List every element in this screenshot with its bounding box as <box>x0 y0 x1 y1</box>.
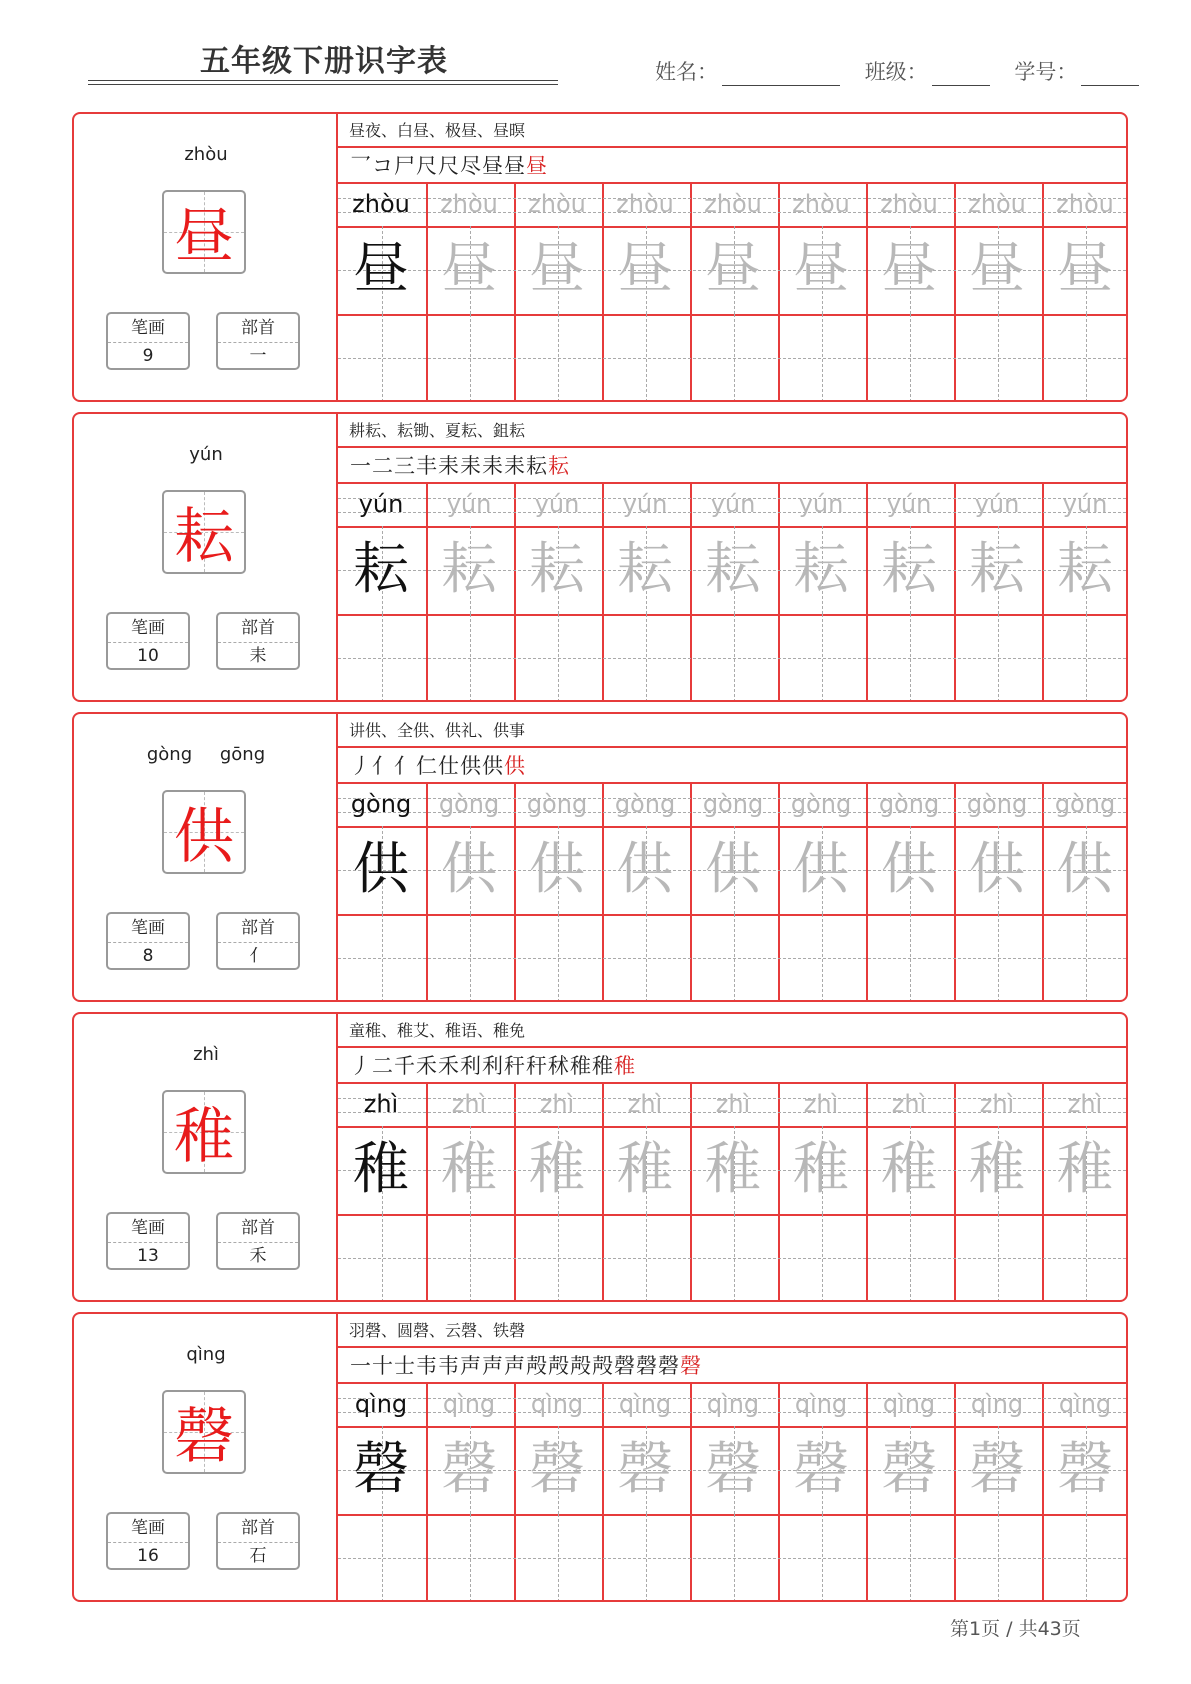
trace-character[interactable]: 耘 <box>441 537 497 602</box>
main-character: 耘 <box>174 502 234 572</box>
trace-pinyin[interactable]: qìng <box>442 1390 496 1418</box>
trace-pinyin[interactable]: qìng <box>970 1390 1024 1418</box>
stroke-step: 稚 <box>592 1054 614 1078</box>
blank-writing-cell[interactable] <box>602 314 690 402</box>
stroke-step: 耒 <box>482 454 504 478</box>
stroke-step: 尽 <box>460 154 482 178</box>
example-words: 讲供、全供、供礼、供事 <box>338 714 1126 748</box>
blank-writing-cell[interactable] <box>690 314 778 402</box>
blank-writing-cell[interactable] <box>338 1514 426 1602</box>
radical-box <box>216 912 300 970</box>
trace-pinyin[interactable]: gòng <box>1054 790 1116 818</box>
stroke-step: 尺 <box>438 154 460 178</box>
practice-panel <box>338 1314 1126 1600</box>
trace-pinyin[interactable]: zhì <box>627 1090 663 1118</box>
stroke-step: 亻 <box>372 754 394 778</box>
trace-character[interactable]: 耘 <box>617 537 673 602</box>
blank-writing-cell[interactable] <box>690 914 778 1002</box>
trace-pinyin[interactable]: yún <box>798 490 844 518</box>
trace-character[interactable]: 供 <box>1057 837 1113 902</box>
stroke-step: 耘 <box>548 454 570 478</box>
radical-value: 耒 <box>249 646 267 666</box>
blank-writing-cell[interactable] <box>1042 914 1128 1002</box>
grid-row-line <box>338 226 1126 228</box>
character-box <box>162 1090 246 1174</box>
class-field[interactable] <box>865 56 990 86</box>
trace-pinyin[interactable]: zhì <box>451 1090 487 1118</box>
stroke-step: 殸 <box>592 1354 614 1378</box>
title-underline <box>88 80 558 81</box>
stroke-order <box>338 1348 1126 1384</box>
stroke-step: 二 <box>372 1054 394 1078</box>
radical-label: 部首 <box>218 614 298 643</box>
blank-writing-cell[interactable] <box>514 914 602 1002</box>
trace-pinyin[interactable]: zhòu <box>968 190 1026 218</box>
blank-writing-cell[interactable] <box>602 1214 690 1302</box>
stroke-step: 磬 <box>636 1354 658 1378</box>
trace-pinyin[interactable]: yún <box>974 490 1020 518</box>
trace-pinyin[interactable]: zhòu <box>704 190 762 218</box>
stroke-step: 耒 <box>438 454 460 478</box>
name-field[interactable] <box>655 56 840 86</box>
stroke-step: 士 <box>394 1354 416 1378</box>
blank-writing-cell[interactable] <box>338 314 426 402</box>
stroke-step: 殸 <box>526 1354 548 1378</box>
stroke-order <box>338 148 1126 184</box>
character-info-panel <box>74 114 338 400</box>
blank-writing-cell[interactable] <box>1042 314 1128 402</box>
writing-grid <box>338 1084 1126 1300</box>
practice-panel <box>338 414 1126 700</box>
stroke-step: 禾 <box>438 1054 460 1078</box>
trace-pinyin[interactable]: yún <box>446 490 492 518</box>
number-field[interactable] <box>1014 56 1139 86</box>
trace-pinyin[interactable]: gòng <box>878 790 940 818</box>
character-card <box>72 712 1128 1002</box>
blank-writing-cell[interactable] <box>778 1514 866 1602</box>
trace-character[interactable]: 供 <box>441 837 497 902</box>
class-label: 班级： <box>864 60 928 84</box>
trace-character[interactable]: 耘 <box>705 537 761 602</box>
stroke-count-box <box>106 1212 190 1270</box>
trace-character[interactable]: 供 <box>529 837 585 902</box>
stroke-step: 供 <box>504 754 526 778</box>
stroke-step: 利 <box>482 1054 504 1078</box>
blank-writing-cell[interactable] <box>514 314 602 402</box>
stroke-step: 丰 <box>416 454 438 478</box>
number-label: 学号： <box>1014 60 1078 84</box>
stroke-count-box <box>106 912 190 970</box>
character-box <box>162 190 246 274</box>
grid-row-line <box>338 526 1126 528</box>
trace-pinyin[interactable]: zhòu <box>1056 190 1114 218</box>
stroke-count-box <box>106 1512 190 1570</box>
blank-writing-cell[interactable] <box>426 614 514 702</box>
trace-pinyin[interactable]: gòng <box>790 790 852 818</box>
stroke-count-value: 13 <box>137 1246 159 1266</box>
stroke-step: 声 <box>482 1354 504 1378</box>
trace-character[interactable]: 耘 <box>793 537 849 602</box>
character-info-panel <box>74 414 338 700</box>
stroke-count-value: 10 <box>137 646 159 666</box>
trace-character[interactable]: 磬 <box>1057 1437 1113 1502</box>
stroke-step: コ <box>372 154 394 178</box>
stroke-step: 利 <box>460 1054 482 1078</box>
model-pinyin: zhòu <box>352 190 410 218</box>
trace-character[interactable]: 供 <box>793 837 849 902</box>
stroke-count-value: 16 <box>137 1546 159 1566</box>
blank-writing-cell[interactable] <box>338 614 426 702</box>
stroke-count-box <box>106 612 190 670</box>
grid-row-line <box>338 1126 1126 1128</box>
model-pinyin: qìng <box>354 1390 408 1418</box>
trace-pinyin[interactable]: yún <box>886 490 932 518</box>
trace-character[interactable]: 昼 <box>881 237 937 302</box>
stroke-count-label: 笔画 <box>108 1214 188 1243</box>
stroke-count-box <box>106 312 190 370</box>
radical-box <box>216 1512 300 1570</box>
model-pinyin: gòng <box>350 790 412 818</box>
stroke-step: 秆 <box>504 1054 526 1078</box>
trace-pinyin[interactable]: yún <box>534 490 580 518</box>
stroke-step: 耘 <box>526 454 548 478</box>
stroke-step: 声 <box>460 1354 482 1378</box>
stroke-step: 韦 <box>416 1354 438 1378</box>
blank-writing-cell[interactable] <box>426 914 514 1002</box>
trace-character[interactable]: 磬 <box>881 1437 937 1502</box>
grid-row-line <box>338 1426 1126 1428</box>
practice-panel <box>338 1014 1126 1300</box>
trace-pinyin[interactable]: qìng <box>1058 1390 1112 1418</box>
character-box <box>162 490 246 574</box>
main-character: 稚 <box>174 1102 234 1172</box>
main-character: 昼 <box>174 202 234 272</box>
practice-panel <box>338 114 1126 400</box>
blank-writing-cell[interactable] <box>778 614 866 702</box>
blank-writing-cell[interactable] <box>1042 1214 1128 1302</box>
stroke-count-label: 笔画 <box>108 314 188 343</box>
stroke-step: 秫 <box>548 1054 570 1078</box>
trace-pinyin[interactable]: zhì <box>715 1090 751 1118</box>
model-character: 耘 <box>353 537 409 602</box>
stroke-step: 仁 <box>416 754 438 778</box>
blank-writing-cell[interactable] <box>954 914 1042 1002</box>
stroke-order <box>338 1048 1126 1084</box>
trace-character[interactable]: 昼 <box>1057 237 1113 302</box>
blank-writing-cell[interactable] <box>1042 614 1128 702</box>
main-character: 磬 <box>174 1402 234 1472</box>
stroke-step: 丿 <box>350 1054 372 1078</box>
blank-writing-cell[interactable] <box>690 1214 778 1302</box>
trace-pinyin[interactable]: gòng <box>438 790 500 818</box>
title-underline-2 <box>88 84 558 85</box>
character-box <box>162 790 246 874</box>
stroke-step: 耒 <box>460 454 482 478</box>
trace-character[interactable]: 耘 <box>969 537 1025 602</box>
blank-writing-cell[interactable] <box>866 1514 954 1602</box>
radical-value: 禾 <box>249 1246 267 1266</box>
number-blank[interactable] <box>1081 61 1139 86</box>
blank-writing-cell[interactable] <box>778 1214 866 1302</box>
trace-pinyin[interactable]: zhòu <box>616 190 674 218</box>
trace-character[interactable]: 磬 <box>617 1437 673 1502</box>
trace-character[interactable]: 稚 <box>1057 1137 1113 1202</box>
character-card <box>72 1012 1128 1302</box>
trace-pinyin[interactable]: qìng <box>882 1390 936 1418</box>
stroke-step: 尺 <box>416 154 438 178</box>
trace-character[interactable]: 昼 <box>617 237 673 302</box>
stroke-step: 仕 <box>438 754 460 778</box>
page-number: 第1页 / 共43页 <box>950 1618 1081 1640</box>
blank-writing-cell[interactable] <box>1042 1514 1128 1602</box>
character-card <box>72 412 1128 702</box>
stroke-step: 供 <box>482 754 504 778</box>
trace-character[interactable]: 稚 <box>793 1137 849 1202</box>
blank-writing-cell[interactable] <box>426 1214 514 1302</box>
trace-character[interactable]: 稚 <box>705 1137 761 1202</box>
blank-writing-cell[interactable] <box>778 314 866 402</box>
radical-box <box>216 612 300 670</box>
blank-writing-cell[interactable] <box>338 1214 426 1302</box>
model-pinyin: zhì <box>363 1090 399 1118</box>
stroke-step: 秆 <box>526 1054 548 1078</box>
stroke-step: 一 <box>350 454 372 478</box>
trace-character[interactable]: 磬 <box>441 1437 497 1502</box>
trace-pinyin[interactable]: gòng <box>702 790 764 818</box>
trace-pinyin[interactable]: zhì <box>803 1090 839 1118</box>
trace-character[interactable]: 供 <box>969 837 1025 902</box>
character-info-panel <box>74 1014 338 1300</box>
trace-pinyin[interactable]: zhòu <box>792 190 850 218</box>
radical-value: 石 <box>249 1546 267 1566</box>
stroke-step: 亻 <box>394 754 416 778</box>
trace-pinyin[interactable]: zhòu <box>440 190 498 218</box>
trace-pinyin[interactable]: qìng <box>794 1390 848 1418</box>
trace-character[interactable]: 供 <box>617 837 673 902</box>
blank-writing-cell[interactable] <box>778 914 866 1002</box>
character-card <box>72 1312 1128 1602</box>
stroke-step: 昼 <box>504 154 526 178</box>
trace-character[interactable]: 磬 <box>969 1437 1025 1502</box>
character-box <box>162 1390 246 1474</box>
trace-character[interactable]: 耘 <box>529 537 585 602</box>
stroke-step: 十 <box>372 1354 394 1378</box>
radical-value: 一 <box>249 346 267 366</box>
trace-character[interactable]: 稚 <box>441 1137 497 1202</box>
stroke-order <box>338 448 1126 484</box>
trace-pinyin[interactable]: zhì <box>539 1090 575 1118</box>
blank-writing-cell[interactable] <box>866 314 954 402</box>
blank-writing-cell[interactable] <box>602 914 690 1002</box>
example-words: 童稚、稚艾、稚语、稚免 <box>338 1014 1126 1048</box>
stroke-step: 三 <box>394 454 416 478</box>
trace-pinyin[interactable]: yún <box>622 490 668 518</box>
trace-pinyin[interactable]: zhì <box>1067 1090 1103 1118</box>
trace-character[interactable]: 供 <box>705 837 761 902</box>
stroke-count-label: 笔画 <box>108 914 188 943</box>
trace-character[interactable]: 稚 <box>529 1137 585 1202</box>
grid-row-line <box>338 826 1126 828</box>
trace-pinyin[interactable]: zhòu <box>528 190 586 218</box>
page-title: 五年级下册识字表 <box>200 44 448 79</box>
blank-writing-cell[interactable] <box>954 1214 1042 1302</box>
trace-pinyin[interactable]: yún <box>710 490 756 518</box>
practice-panel <box>338 714 1126 1000</box>
blank-writing-cell[interactable] <box>514 614 602 702</box>
trace-character[interactable]: 昼 <box>529 237 585 302</box>
stroke-step: 乛 <box>350 154 372 178</box>
writing-grid <box>338 784 1126 1000</box>
model-pinyin: yún <box>358 490 404 518</box>
stroke-order <box>338 748 1126 784</box>
trace-character[interactable]: 昼 <box>705 237 761 302</box>
trace-character[interactable]: 耘 <box>1057 537 1113 602</box>
model-character: 磬 <box>353 1437 409 1502</box>
trace-character[interactable]: 昼 <box>441 237 497 302</box>
blank-writing-cell[interactable] <box>514 1514 602 1602</box>
character-info-panel <box>74 714 338 1000</box>
main-character: 供 <box>174 802 234 872</box>
blank-writing-cell[interactable] <box>602 1514 690 1602</box>
stroke-step: 尸 <box>394 154 416 178</box>
stroke-step: 丿 <box>350 754 372 778</box>
blank-writing-cell[interactable] <box>426 1514 514 1602</box>
stroke-step: 磬 <box>658 1354 680 1378</box>
pinyin-label: yún <box>189 444 223 465</box>
blank-writing-cell[interactable] <box>514 1214 602 1302</box>
stroke-step: 韦 <box>438 1354 460 1378</box>
stroke-step: 磬 <box>680 1354 702 1378</box>
stroke-step: 稚 <box>614 1054 636 1078</box>
model-character: 稚 <box>353 1137 409 1202</box>
stroke-step: 禾 <box>416 1054 438 1078</box>
example-words: 羽磬、圆磬、云磬、铁磬 <box>338 1314 1126 1348</box>
trace-pinyin[interactable]: gòng <box>526 790 588 818</box>
radical-label: 部首 <box>218 314 298 343</box>
blank-writing-cell[interactable] <box>954 614 1042 702</box>
trace-pinyin[interactable]: zhòu <box>880 190 938 218</box>
blank-writing-cell[interactable] <box>690 1514 778 1602</box>
stroke-count-value: 9 <box>142 346 154 366</box>
writing-grid <box>338 484 1126 700</box>
stroke-count-label: 笔画 <box>108 614 188 643</box>
name-blank[interactable] <box>722 61 840 86</box>
stroke-step: 昼 <box>482 154 504 178</box>
pinyin-label: gòng gōng <box>146 744 266 765</box>
stroke-step: 耒 <box>504 454 526 478</box>
stroke-count-value: 8 <box>142 946 154 966</box>
trace-character[interactable]: 磬 <box>705 1437 761 1502</box>
example-words: 耕耘、耘锄、夏耘、鉏耘 <box>338 414 1126 448</box>
example-words: 昼夜、白昼、极昼、昼暝 <box>338 114 1126 148</box>
trace-character[interactable]: 供 <box>881 837 937 902</box>
blank-writing-cell[interactable] <box>690 614 778 702</box>
trace-character[interactable]: 稚 <box>617 1137 673 1202</box>
trace-pinyin[interactable]: zhì <box>891 1090 927 1118</box>
radical-label: 部首 <box>218 1214 298 1243</box>
radical-label: 部首 <box>218 914 298 943</box>
blank-writing-cell[interactable] <box>866 1214 954 1302</box>
trace-character[interactable]: 稚 <box>881 1137 937 1202</box>
trace-pinyin[interactable]: gòng <box>614 790 676 818</box>
name-label: 姓名： <box>655 60 718 84</box>
stroke-step: 殸 <box>548 1354 570 1378</box>
blank-writing-cell[interactable] <box>338 914 426 1002</box>
blank-writing-cell[interactable] <box>866 614 954 702</box>
trace-pinyin[interactable]: qìng <box>530 1390 584 1418</box>
stroke-step: 二 <box>372 454 394 478</box>
blank-writing-cell[interactable] <box>866 914 954 1002</box>
writing-grid <box>338 184 1126 400</box>
stroke-step: 供 <box>460 754 482 778</box>
trace-pinyin[interactable]: gòng <box>966 790 1028 818</box>
class-blank[interactable] <box>932 61 990 86</box>
radical-value: 亻 <box>249 946 267 966</box>
trace-character[interactable]: 磬 <box>793 1437 849 1502</box>
trace-pinyin[interactable]: zhì <box>979 1090 1015 1118</box>
trace-pinyin[interactable]: qìng <box>706 1390 760 1418</box>
stroke-step: 千 <box>394 1054 416 1078</box>
stroke-step: 磬 <box>614 1354 636 1378</box>
pinyin-label: qìng <box>186 1344 226 1365</box>
stroke-step: 声 <box>504 1354 526 1378</box>
radical-label: 部首 <box>218 1514 298 1543</box>
blank-writing-cell[interactable] <box>426 314 514 402</box>
writing-grid <box>338 1384 1126 1600</box>
trace-character[interactable]: 磬 <box>529 1437 585 1502</box>
stroke-count-label: 笔画 <box>108 1514 188 1543</box>
model-character: 昼 <box>353 237 409 302</box>
student-info-fields <box>655 56 1157 86</box>
character-card <box>72 112 1128 402</box>
stroke-step: 稚 <box>570 1054 592 1078</box>
trace-character[interactable]: 昼 <box>969 237 1025 302</box>
model-character: 供 <box>353 837 409 902</box>
trace-pinyin[interactable]: qìng <box>618 1390 672 1418</box>
pinyin-label: zhì <box>193 1044 219 1065</box>
radical-box <box>216 1212 300 1270</box>
blank-writing-cell[interactable] <box>602 614 690 702</box>
character-info-panel <box>74 1314 338 1600</box>
stroke-step: 殸 <box>570 1354 592 1378</box>
trace-character[interactable]: 耘 <box>881 537 937 602</box>
trace-pinyin[interactable]: yún <box>1062 490 1108 518</box>
stroke-step: 昼 <box>526 154 548 178</box>
trace-character[interactable]: 昼 <box>793 237 849 302</box>
trace-character[interactable]: 稚 <box>969 1137 1025 1202</box>
radical-box <box>216 312 300 370</box>
blank-writing-cell[interactable] <box>954 1514 1042 1602</box>
stroke-step: 一 <box>350 1354 372 1378</box>
blank-writing-cell[interactable] <box>954 314 1042 402</box>
pinyin-label: zhòu <box>184 144 228 165</box>
